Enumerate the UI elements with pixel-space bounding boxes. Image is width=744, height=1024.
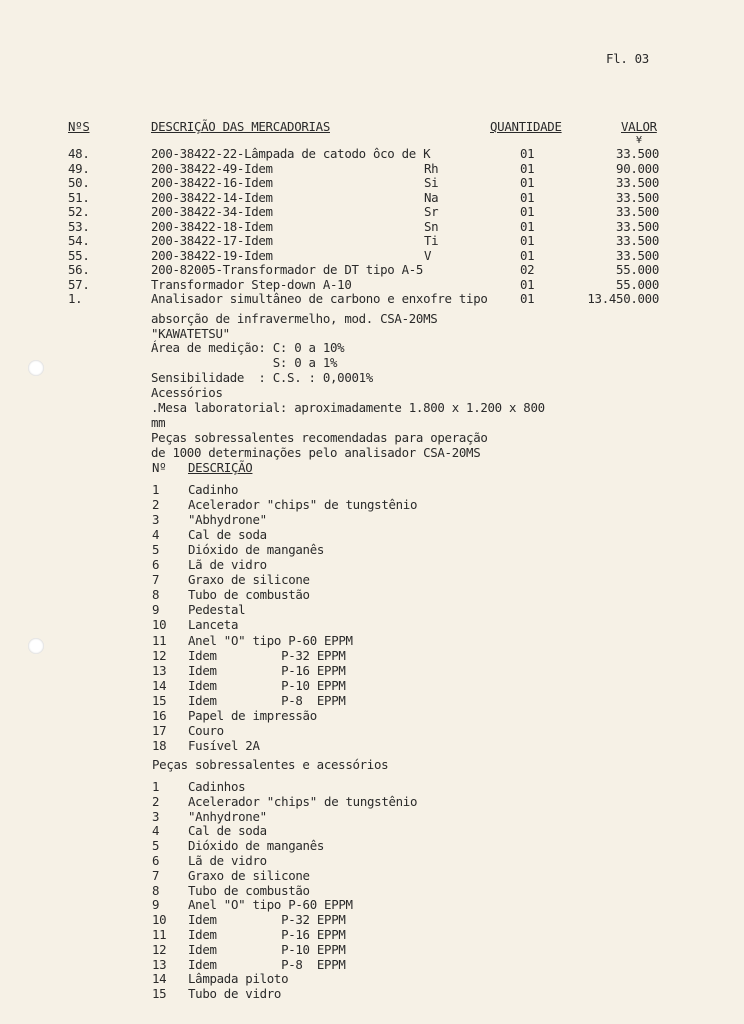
spare-number: 6 — [152, 557, 160, 573]
item-quantity: 01 — [520, 247, 535, 263]
item-description: 200-38422-34-Idem — [151, 204, 273, 219]
item-quantity: 01 — [520, 233, 535, 248]
spare-description: "Abhydrone" — [188, 512, 267, 528]
spare-number: 6 — [152, 853, 160, 868]
spare-number: 11 — [152, 632, 167, 648]
col-header-value: VALOR — [621, 119, 657, 134]
spare-number: 17 — [152, 722, 167, 738]
spare-description: Idem P-8 EPPM — [188, 956, 346, 972]
item-quantity: 01 — [520, 175, 535, 190]
spare-number: 12 — [152, 647, 167, 663]
spare-description: Idem P-32 EPPM — [188, 912, 346, 928]
spare-description: Dióxido de manganês — [188, 542, 325, 558]
col-header-no: NºS — [68, 119, 90, 134]
spare-description: Lã de vidro — [188, 557, 267, 573]
spare-description: Cadinhos — [188, 779, 246, 794]
spare-number: 4 — [152, 823, 160, 839]
spare-description: Idem P-16 EPPM — [188, 662, 346, 678]
item-description: 200-38422-49-Idem — [151, 160, 273, 176]
spare-number: 15 — [152, 986, 167, 1002]
spare-description: Cal de soda — [188, 527, 267, 543]
spare-number: 2 — [152, 793, 160, 809]
analyzer-line: Acessórios — [151, 385, 223, 400]
spare-description: Graxo de silicone — [188, 867, 310, 883]
spare-number: 13 — [152, 956, 167, 972]
item-description: 200-82005-Transformador de DT tipo A-5 — [151, 262, 424, 277]
spare-description: Graxo de silicone — [188, 572, 310, 588]
spare-number: 4 — [152, 527, 160, 543]
analyzer-line: S: 0 a 1% — [151, 355, 338, 370]
item-number: 56. — [68, 262, 90, 277]
spare-description: Tubo de combustão — [188, 587, 310, 603]
item-description: Transformador Step-down A-10 — [151, 276, 352, 292]
analyzer-line: "KAWATETSU" — [151, 326, 230, 341]
spare-number: 18 — [152, 737, 167, 753]
spares-header-description: DESCRIÇÃO — [188, 460, 253, 475]
spare-number: 14 — [152, 677, 167, 693]
spare-description: Acelerador "chips" de tungstênio — [188, 497, 418, 513]
spare-description: Cadinho — [188, 482, 239, 497]
spare-description: Lanceta — [188, 617, 239, 633]
analyzer-line: .Mesa laboratorial: aproximadamente 1.800 x 1.200 x 800 — [151, 400, 545, 415]
spare-description: Idem P-10 EPPM — [188, 677, 346, 693]
item-quantity: 01 — [520, 146, 535, 161]
item-quantity: 01 — [520, 218, 535, 234]
item-quantity: 01 — [520, 204, 535, 219]
item-number: 54. — [68, 233, 90, 248]
spare-description: Idem P-8 EPPM — [188, 692, 346, 708]
item-element-symbol: Ti — [424, 233, 439, 248]
spare-description: Tubo de vidro — [188, 986, 282, 1002]
item-description: 200-38422-17-Idem — [151, 233, 273, 248]
item-description: 200-38422-22-Lâmpada de catodo ôco de K — [151, 146, 431, 161]
spare-number: 10 — [152, 912, 167, 928]
spare-number: 5 — [152, 542, 160, 558]
analyzer-line: de 1000 determinações pelo analisador CSA-20MS — [151, 445, 481, 460]
spare-number: 3 — [152, 808, 160, 824]
item-number: 48. — [68, 146, 90, 161]
item-value: 33.500 — [616, 189, 659, 205]
item-description: 200-38422-18-Idem — [151, 218, 273, 234]
analyzer-line: Área de medição: C: 0 a 10% — [151, 340, 345, 355]
spare-number: 5 — [152, 838, 160, 854]
item-element-symbol: Rh — [424, 160, 439, 176]
spare-number: 14 — [152, 971, 167, 987]
spare-description: Anel "O" tipo P-60 EPPM — [188, 897, 353, 913]
item-description: 200-38422-16-Idem — [151, 175, 273, 190]
spare-number: 7 — [152, 572, 160, 588]
spare-description: Papel de impressão — [188, 707, 317, 723]
col-header-description: DESCRIÇÃO DAS MERCADORIAS — [151, 119, 330, 134]
item-description: 200-38422-14-Idem — [151, 189, 273, 205]
spare-number: 8 — [152, 587, 160, 603]
page-number: Fl. 03 — [606, 51, 649, 66]
item-quantity: 01 — [520, 276, 535, 292]
spare-description: Lâmpada piloto — [188, 971, 289, 987]
item-number: 57. — [68, 276, 90, 292]
spare-number: 1 — [152, 482, 160, 497]
item-value: 13.450.000 — [587, 291, 659, 306]
item-element-symbol: Sn — [424, 218, 439, 234]
spare-number: 15 — [152, 692, 167, 708]
item-value: 33.500 — [616, 146, 659, 161]
item-element-symbol: Sr — [424, 204, 439, 219]
item-quantity: 02 — [520, 262, 535, 277]
spare-description: Pedestal — [188, 602, 246, 618]
item-value: 90.000 — [616, 160, 659, 176]
item-description: 200-38422-19-Idem — [151, 247, 273, 263]
spare-description: Cal de soda — [188, 823, 267, 839]
spare-description: Idem P-16 EPPM — [188, 927, 346, 942]
spare-description: Lã de vidro — [188, 853, 267, 868]
spare-number: 2 — [152, 497, 160, 513]
spare-number: 1 — [152, 779, 160, 794]
spare-description: Couro — [188, 722, 224, 738]
item-value: 33.500 — [616, 218, 659, 234]
spares-header-no: Nº — [152, 460, 167, 475]
item-number: 50. — [68, 175, 90, 190]
col-header-quantity: QUANTIDADE — [490, 119, 562, 134]
spare-description: Dióxido de manganês — [188, 838, 325, 854]
spare-number: 3 — [152, 512, 160, 528]
item-value: 33.500 — [616, 204, 659, 219]
spare-number: 16 — [152, 707, 167, 723]
spare-number: 13 — [152, 662, 167, 678]
analyzer-line: absorção de infravermelho, mod. CSA-20MS — [151, 311, 438, 326]
item-number: 55. — [68, 247, 90, 263]
spare-description: Fusível 2A — [188, 737, 260, 753]
punch-hole-bottom — [28, 638, 44, 654]
item-element-symbol: Si — [424, 175, 439, 190]
item-number: 52. — [68, 204, 90, 219]
spare-description: Idem P-10 EPPM — [188, 941, 346, 957]
item-element-symbol: V — [424, 247, 432, 263]
item-value: 55.000 — [616, 276, 659, 292]
item-number: 51. — [68, 189, 90, 205]
spare-number: 7 — [152, 867, 160, 883]
spares2-title: Peças sobressalentes e acessórios — [152, 757, 389, 772]
item-number: 1. — [68, 291, 83, 306]
spare-number: 9 — [152, 897, 160, 913]
spare-description: "Anhydrone" — [188, 808, 267, 824]
analyzer-line: Sensibilidade : C.S. : 0,0001% — [151, 370, 373, 385]
item-element-symbol: Na — [424, 189, 439, 205]
item-value: 33.500 — [616, 175, 659, 190]
spare-description: Acelerador "chips" de tungstênio — [188, 793, 418, 809]
item-value: 55.000 — [616, 262, 659, 277]
spare-description: Tubo de combustão — [188, 882, 310, 898]
item-quantity: 01 — [520, 189, 535, 205]
col-header-currency: ¥ — [636, 135, 642, 146]
spare-number: 11 — [152, 927, 167, 942]
item-description: Analisador simultâneo de carbono e enxofre tipo — [151, 291, 488, 306]
spare-number: 12 — [152, 941, 167, 957]
item-quantity: 01 — [520, 160, 535, 176]
spare-number: 10 — [152, 617, 167, 633]
punch-hole-top — [28, 360, 44, 376]
item-quantity: 01 — [520, 291, 535, 306]
item-value: 33.500 — [616, 247, 659, 263]
analyzer-line: mm — [151, 415, 166, 430]
spare-number: 9 — [152, 602, 160, 618]
item-number: 49. — [68, 160, 90, 176]
spare-number: 8 — [152, 882, 160, 898]
spare-description: Anel "O" tipo P-60 EPPM — [188, 632, 353, 648]
item-number: 53. — [68, 218, 90, 234]
analyzer-line: Peças sobressalentes recomendadas para operação — [151, 430, 488, 445]
item-value: 33.500 — [616, 233, 659, 248]
spare-description: Idem P-32 EPPM — [188, 647, 346, 663]
